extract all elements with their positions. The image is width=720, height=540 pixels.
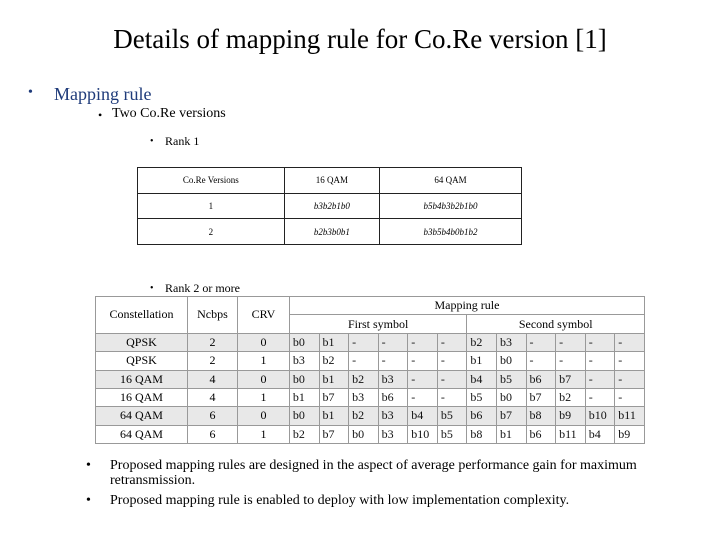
mapping-cell: - xyxy=(408,388,438,406)
mapping-cell: - xyxy=(408,370,438,388)
note-item xyxy=(86,458,676,488)
note-marker: • xyxy=(86,493,91,508)
rank1-version-cell: 1 xyxy=(138,193,285,219)
table-row xyxy=(96,425,645,443)
bullet-mapping-rule: Mapping rule xyxy=(54,84,152,104)
rank1-header-versions: Co.Re Versions xyxy=(138,168,285,194)
mapping-cell: b10 xyxy=(408,425,438,443)
mapping-cell: b7 xyxy=(496,407,526,425)
mapping-cell: - xyxy=(556,333,586,351)
header-ncbps: Ncbps xyxy=(187,297,237,334)
mapping-cell: b0 xyxy=(289,407,319,425)
constellation-cell: QPSK xyxy=(96,333,188,351)
note-item xyxy=(86,493,676,508)
mapping-cell: - xyxy=(585,370,615,388)
mapping-cell: b2 xyxy=(467,333,497,351)
header-crv: CRV xyxy=(237,297,289,334)
table-row xyxy=(96,388,645,406)
header-first-symbol: First symbol xyxy=(289,315,466,333)
constellation-cell: 64 QAM xyxy=(96,425,188,443)
table-row xyxy=(96,407,645,425)
table-row xyxy=(96,370,645,388)
mapping-cell: b6 xyxy=(526,370,556,388)
mapping-cell: b3 xyxy=(349,388,379,406)
mapping-cell: b5 xyxy=(437,407,467,425)
mapping-cell: b0 xyxy=(496,352,526,370)
mapping-cell: - xyxy=(526,333,556,351)
constellation-cell: 16 QAM xyxy=(96,388,188,406)
ncbps-cell: 6 xyxy=(187,425,237,443)
mapping-cell: - xyxy=(615,370,645,388)
mapping-cell: b8 xyxy=(467,425,497,443)
mapping-cell: - xyxy=(408,352,438,370)
mapping-cell: b5 xyxy=(467,388,497,406)
mapping-cell: b3 xyxy=(496,333,526,351)
mapping-cell: b5 xyxy=(437,425,467,443)
note-marker: • xyxy=(86,458,91,473)
mapping-cell: b0 xyxy=(349,425,379,443)
bullet-marker: • xyxy=(150,136,154,147)
mapping-cell: - xyxy=(585,333,615,351)
bullet-marker: • xyxy=(150,283,154,294)
mapping-cell: b2 xyxy=(319,352,349,370)
rank1-16qam-cell: b2b3b0b1 xyxy=(284,219,379,245)
notes-list xyxy=(86,458,676,508)
mapping-cell: b5 xyxy=(496,370,526,388)
mapping-cell: b4 xyxy=(467,370,497,388)
ncbps-cell: 6 xyxy=(187,407,237,425)
mapping-cell: b0 xyxy=(289,333,319,351)
mapping-cell: b3 xyxy=(289,352,319,370)
constellation-cell: 64 QAM xyxy=(96,407,188,425)
mapping-cell: - xyxy=(615,333,645,351)
mapping-cell: - xyxy=(408,333,438,351)
mapping-cell: b2 xyxy=(556,388,586,406)
crv-cell: 0 xyxy=(237,407,289,425)
mapping-cell: b3 xyxy=(378,370,408,388)
mapping-cell: b1 xyxy=(496,425,526,443)
crv-cell: 1 xyxy=(237,425,289,443)
crv-cell: 0 xyxy=(237,370,289,388)
note-text: Proposed mapping rules are designed in the aspect of average performance gain for maximum retransmission. xyxy=(110,458,637,488)
mapping-cell: b9 xyxy=(615,425,645,443)
note-text: Proposed mapping rule is enabled to deploy with low implementation complexity. xyxy=(110,493,570,508)
rank1-64qam-cell: b3b5b4b0b1b2 xyxy=(380,219,522,245)
rank1-16qam-cell: b3b2b1b0 xyxy=(284,193,379,219)
bullet-marker: • xyxy=(98,108,103,122)
mapping-cell: - xyxy=(615,388,645,406)
bullet-rank-1: Rank 1 xyxy=(165,134,200,148)
crv-cell: 1 xyxy=(237,388,289,406)
ncbps-cell: 4 xyxy=(187,370,237,388)
mapping-cell: b0 xyxy=(496,388,526,406)
rank1-64qam-cell: b5b4b3b2b1b0 xyxy=(380,193,522,219)
mapping-cell: - xyxy=(556,352,586,370)
ncbps-cell: 2 xyxy=(187,352,237,370)
mapping-cell: b7 xyxy=(319,388,349,406)
bullet-rank-2: Rank 2 or more xyxy=(165,281,240,295)
mapping-cell: b1 xyxy=(289,388,319,406)
mapping-cell: - xyxy=(378,352,408,370)
mapping-cell: b3 xyxy=(378,425,408,443)
mapping-cell: - xyxy=(437,333,467,351)
mapping-rows xyxy=(96,333,645,443)
table-row xyxy=(96,352,645,370)
mapping-cell: b11 xyxy=(615,407,645,425)
mapping-cell: b11 xyxy=(556,425,586,443)
crv-cell: 0 xyxy=(237,333,289,351)
ncbps-cell: 4 xyxy=(187,388,237,406)
constellation-cell: 16 QAM xyxy=(96,370,188,388)
mapping-cell: b7 xyxy=(319,425,349,443)
mapping-cell: b1 xyxy=(467,352,497,370)
mapping-cell: b6 xyxy=(526,425,556,443)
mapping-cell: b1 xyxy=(319,407,349,425)
mapping-cell: b1 xyxy=(319,333,349,351)
rank1-header-64qam: 64 QAM xyxy=(380,168,522,194)
mapping-cell: b4 xyxy=(408,407,438,425)
bullet-marker: • xyxy=(28,85,33,100)
rank1-version-cell: 2 xyxy=(138,219,285,245)
constellation-cell: QPSK xyxy=(96,352,188,370)
mapping-cell: - xyxy=(437,370,467,388)
mapping-cell: b1 xyxy=(319,370,349,388)
mapping-cell: - xyxy=(437,388,467,406)
mapping-cell: - xyxy=(526,352,556,370)
mapping-cell: b10 xyxy=(585,407,615,425)
mapping-cell: - xyxy=(615,352,645,370)
mapping-cell: - xyxy=(378,333,408,351)
crv-cell: 1 xyxy=(237,352,289,370)
rank1-table xyxy=(137,167,522,245)
mapping-cell: - xyxy=(437,352,467,370)
mapping-cell: - xyxy=(349,333,379,351)
mapping-cell: b7 xyxy=(526,388,556,406)
ncbps-cell: 2 xyxy=(187,333,237,351)
mapping-cell: b2 xyxy=(349,407,379,425)
slide-title: Details of mapping rule for Co.Re version [1] xyxy=(113,24,607,54)
header-mapping-rule: Mapping rule xyxy=(289,297,644,315)
bullet-two-versions: Two Co.Re versions xyxy=(112,106,226,121)
mapping-cell: - xyxy=(349,352,379,370)
header-second-symbol: Second symbol xyxy=(467,315,645,333)
mapping-cell: b6 xyxy=(378,388,408,406)
mapping-cell: - xyxy=(585,388,615,406)
table-row xyxy=(96,333,645,351)
mapping-rule-table xyxy=(95,296,645,444)
mapping-cell: b0 xyxy=(289,370,319,388)
mapping-cell: b4 xyxy=(585,425,615,443)
header-constellation: Constellation xyxy=(96,297,188,334)
rank1-header-16qam: 16 QAM xyxy=(284,168,379,194)
mapping-cell: b6 xyxy=(467,407,497,425)
mapping-cell: b9 xyxy=(556,407,586,425)
mapping-cell: b2 xyxy=(289,425,319,443)
mapping-cell: b3 xyxy=(378,407,408,425)
mapping-cell: b7 xyxy=(556,370,586,388)
mapping-cell: b8 xyxy=(526,407,556,425)
mapping-cell: - xyxy=(585,352,615,370)
mapping-cell: b2 xyxy=(349,370,379,388)
